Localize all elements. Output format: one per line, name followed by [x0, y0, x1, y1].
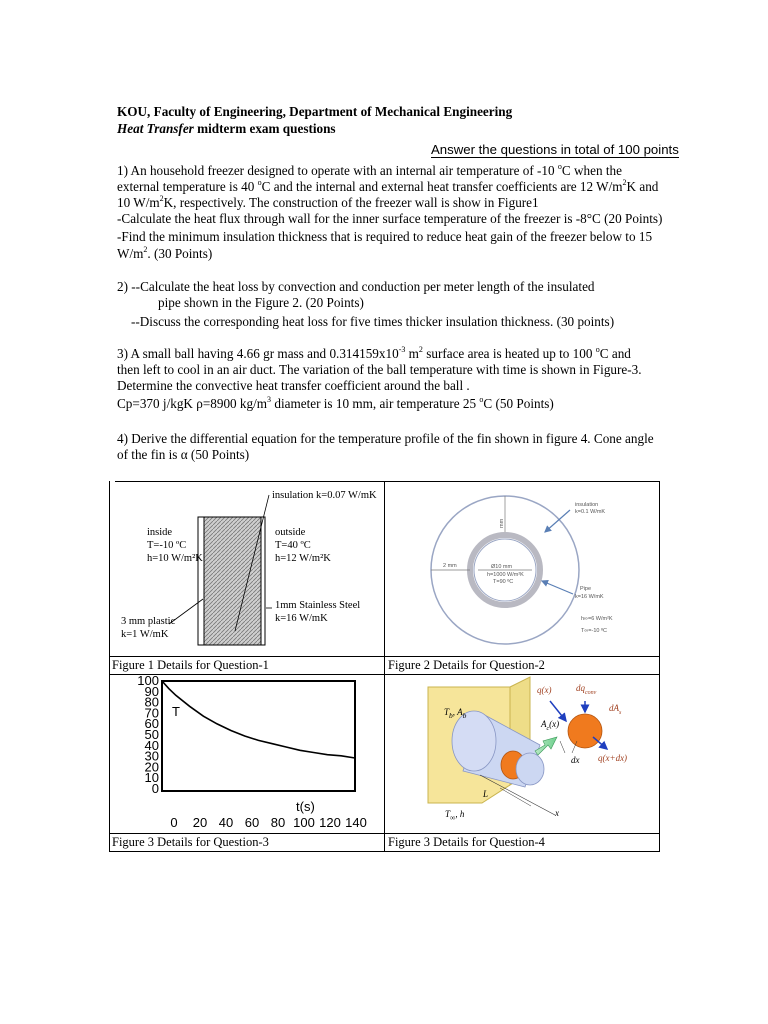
fig4-tb-label: $T_b$, $A_b$	[444, 707, 467, 720]
fig4-dx-label: dx	[571, 755, 580, 765]
y-tick-label: 70	[144, 705, 159, 721]
y-tick-label: 10	[144, 770, 159, 786]
detail-element	[568, 714, 602, 748]
fig2-h-out: h∞=6 W/m²K	[581, 616, 613, 622]
steel-layer	[261, 517, 265, 645]
x-tick-label: 60	[244, 815, 260, 830]
y-tick-label: 0	[151, 781, 159, 796]
fin-tip	[516, 753, 544, 785]
fig4-qxdx-label: q(x+dx)	[598, 753, 628, 763]
figure-2-caption: Figure 2 Details for Question-2	[388, 658, 545, 672]
q1-line-1: 1) An household freezer designed to operate with an internal air temperature of -10 $^o$C when the	[117, 162, 622, 178]
q3-line-3: Determine the convective heat transfer coefficient around the ball .	[117, 378, 470, 393]
fig4-ac-label: $A_c(x)$	[541, 719, 560, 732]
x-tick-label: 120	[319, 815, 341, 830]
fig4-qx-label: q(x)	[537, 685, 552, 695]
figure-3-caption: Figure 3 Details for Question-3	[112, 835, 269, 849]
q1-line-4: -Calculate the heat flux through wall for the inner surface temperature of the freezer is -8°C (20 Points)	[117, 211, 663, 226]
fig2-pipe-k: k=16 W/mK	[575, 594, 604, 600]
q1-line-5: -Find the minimum insulation thickness that is required to reduce heat gain of the freezer below to 15	[117, 229, 653, 244]
figure-table	[109, 481, 660, 852]
inside-label: inside T=-10 ºC h=10 W/m²K	[147, 527, 203, 564]
x-tick-label: 140	[345, 815, 367, 830]
fig2-insulation-k: k=0.1 W/mK	[575, 509, 606, 515]
y-tick-label: 30	[144, 748, 159, 764]
instruction-text: Answer the questions in total of 100 points	[431, 142, 679, 157]
insulation-layer	[204, 517, 261, 645]
x-tick-label: 80	[270, 815, 286, 830]
fig4-length-label: L	[483, 789, 489, 799]
fig4-dqconv-label: $dq_{conv}$	[576, 683, 597, 696]
figure-2-pipe-diagram	[385, 482, 659, 656]
x-axis-label: t(s)	[296, 799, 315, 814]
course-heading	[117, 121, 336, 137]
figure-1-caption: Figure 1 Details for Question-1	[112, 658, 269, 672]
q3-line-4: Cp=370 j/kgK ρ=8900 $kg/m^3$ diameter is 10 mm, air temperature 25 $^o$C (50 Points)	[117, 395, 554, 411]
fig2-pipe-label: Pipe	[580, 586, 592, 592]
y-tick-label: 90	[144, 683, 159, 699]
institution-heading: KOU, Faculty of Engineering, Department of Mechanical Engineering	[117, 104, 513, 119]
y-tick-label: 20	[144, 759, 159, 775]
figure-3-chart	[110, 675, 384, 833]
x-tick-label: 100	[293, 815, 315, 830]
series-line	[162, 681, 355, 758]
fig4-das-label: $dA_s$	[609, 703, 622, 716]
fig4-x-label: x	[555, 808, 559, 818]
q2-line-1: 2) --Calculate the heat loss by convection and conduction per meter length of the insulated	[117, 279, 595, 294]
q3-line-1: 3) A small ball having 4.66 gr mass and $0.314159x10^{-3}$ $m^2$ surface area is heated up to 100 $^o$C and	[117, 345, 631, 361]
q2-line-2: pipe shown in the Figure 2. (20 Points)	[158, 295, 364, 310]
y-tick-label: 100	[137, 675, 159, 688]
course-title: Heat Transfer	[117, 121, 194, 136]
x-tick-label: 20	[192, 815, 208, 830]
fig2-insulation-label: insulation	[575, 502, 599, 508]
fig2-t-in: T=90 ºC	[493, 579, 514, 585]
q4-line-2: of the fin is α (50 Points)	[117, 447, 250, 462]
q1-line-6: $W/m^2$. (30 Points)	[117, 245, 213, 261]
fig2-dim-2mm: 2 mm	[443, 563, 457, 569]
y-tick-label: 50	[144, 727, 159, 742]
fig4-tinf-label: $T_\infty$, h	[445, 809, 465, 822]
x-tick-label: 40	[218, 815, 234, 830]
figure-4-caption: Figure 3 Details for Question-4	[388, 835, 545, 849]
outside-label: outside T=40 ºC h=12 W/m²K	[275, 527, 331, 564]
fig2-h-in: h=1000 W/m²K	[487, 572, 524, 578]
steel-label: 1mm Stainless Steel k=16 W/mK	[275, 600, 361, 624]
figure-1-wall-diagram	[109, 481, 384, 656]
y-tick-label: 40	[144, 737, 159, 753]
q1-line-3: 10 $W/m^2K$, respectively. The construction of the freezer wall is show in Figure1	[117, 194, 539, 210]
q3-line-2: then left to cool in an air duct. The variation of the ball temperature with time is shown in Figure-3.	[117, 362, 642, 377]
y-axis-label: T	[172, 704, 180, 719]
q1-line-2: external temperature is 40 $^o$C and the internal and external heat transfer coefficients are 12 $W/m^2K$ and	[117, 178, 659, 194]
cooling-chart	[110, 675, 384, 833]
x-tick-label: 0	[170, 815, 178, 830]
q4-line-1: 4) Derive the differential equation for the temperature profile of the fin shown in figure 4. Cone angle	[117, 431, 654, 446]
plastic-label: 3 mm plastic k=1 W/mK	[121, 616, 176, 640]
figure-4-fin-diagram	[385, 675, 659, 833]
y-tick-label: 60	[144, 716, 159, 732]
fig2-dim-d: Ø10 mm	[491, 564, 513, 570]
chart-frame	[162, 681, 355, 791]
fig2-dim-vert: mm	[499, 518, 505, 528]
fig2-t-out: T∞=-10 ºC	[581, 628, 607, 634]
y-tick-label: 80	[144, 694, 159, 710]
course-subtitle: midterm exam questions	[193, 121, 336, 136]
insulation-label: insulation k=0.07 W/mK	[272, 490, 377, 501]
q2-line-3: --Discuss the corresponding heat loss for five times thicker insulation thickness. (30 points)	[131, 314, 615, 329]
